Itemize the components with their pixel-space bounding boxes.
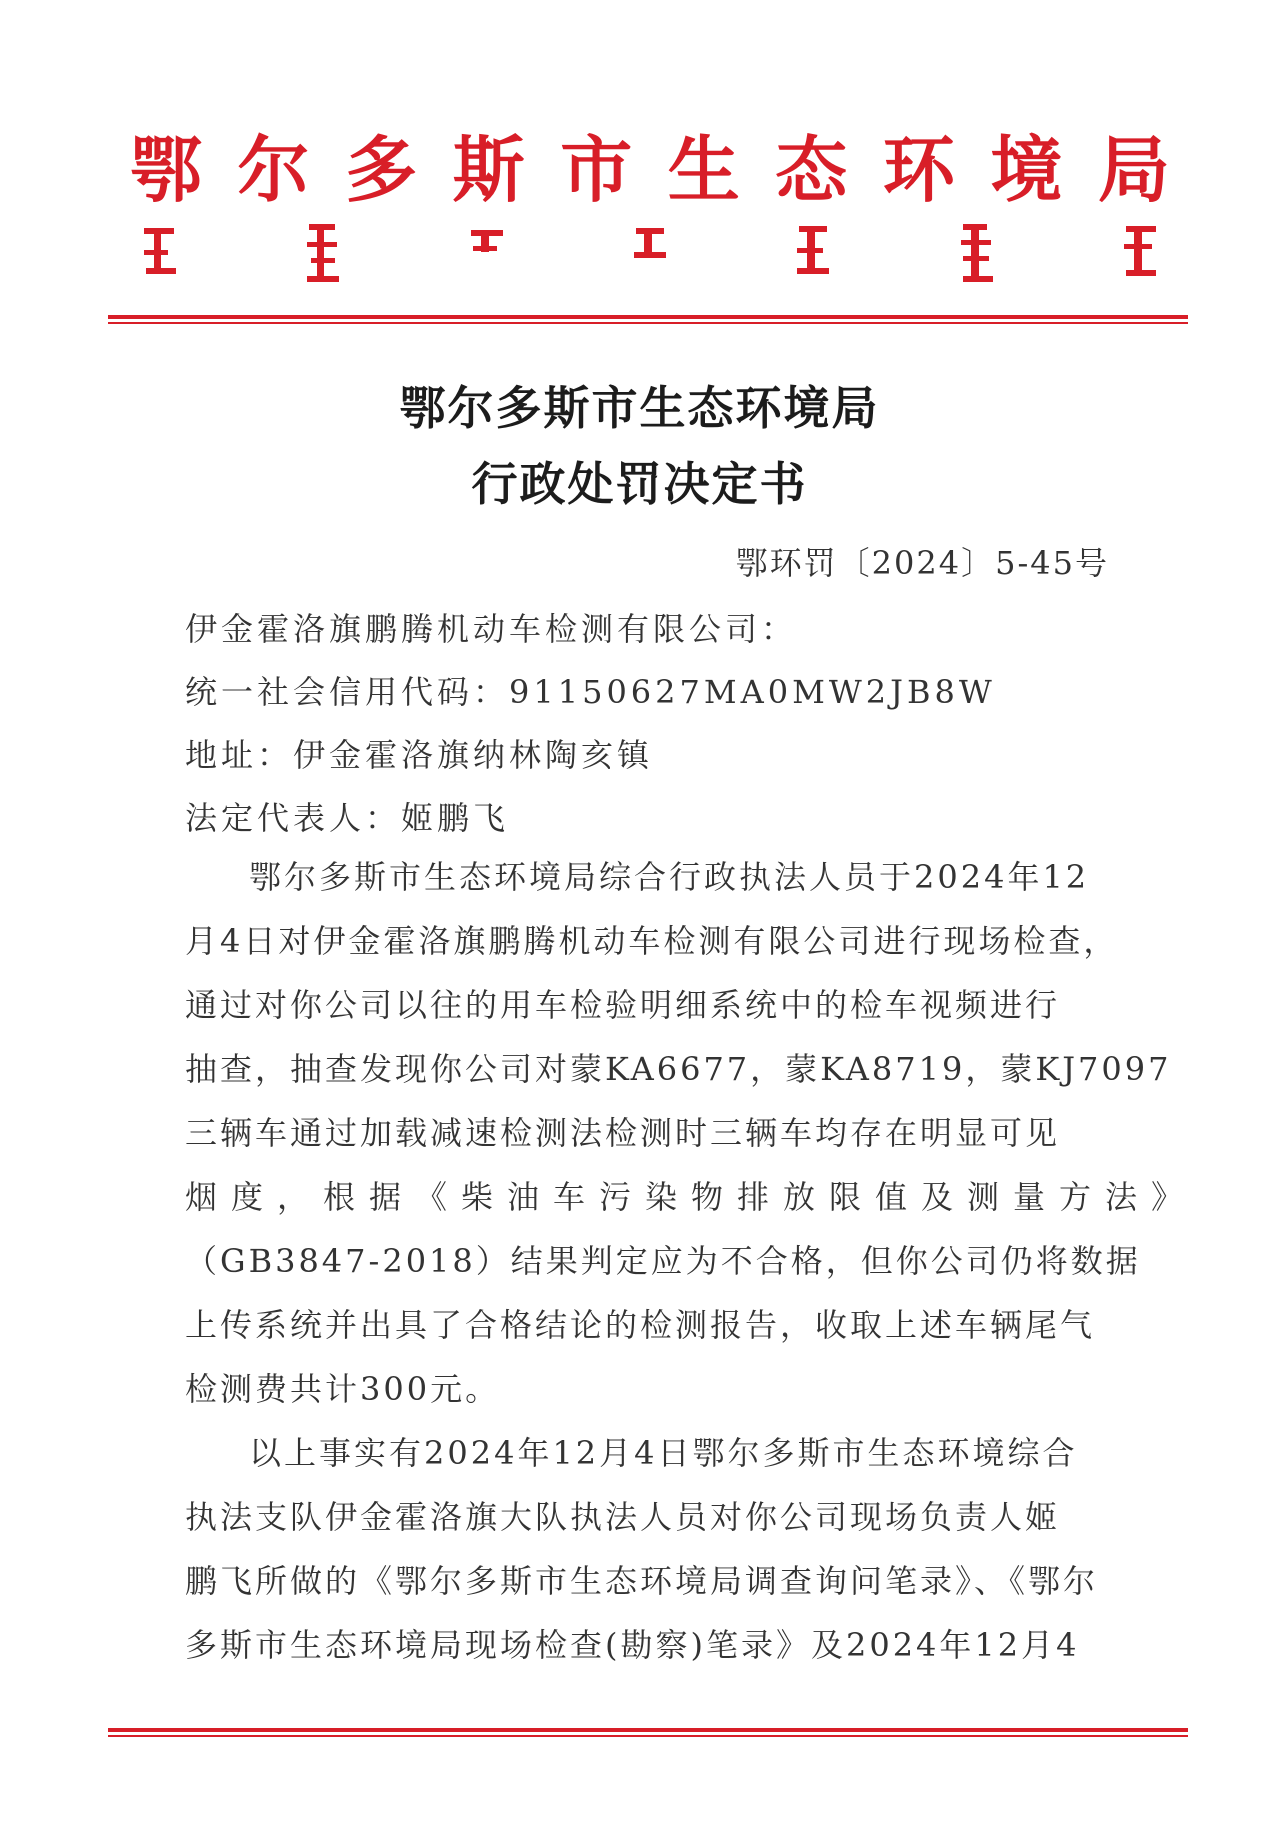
body-paragraph-2 <box>185 1421 1125 1677</box>
mongolian-glyph <box>630 222 670 262</box>
paragraph-line: 执法支队伊金霍洛旗大队执法人员对你公司现场负责人姬 <box>185 1498 1061 1536</box>
letterhead-mongolian-script <box>140 222 1160 286</box>
body-paragraph-1 <box>185 845 1198 1421</box>
paragraph-line: 烟度，根据《柴油车污染物排放限值及测量方法》 <box>185 1178 1198 1216</box>
letterhead-char: 境 <box>990 128 1063 212</box>
paragraph-line: 以上事实有2024年12月4日鄂尔多斯市生态环境综合 <box>249 1434 1078 1472</box>
paragraph-line: （GB3847-2018）结果判定应为不合格，但你公司仍将数据 <box>185 1242 1141 1280</box>
document-title-line2: 行政处罚决定书 <box>471 457 808 511</box>
letterhead-char: 生 <box>667 128 740 212</box>
paragraph-line: 通过对你公司以往的用车检验明细系统中的检车视频进行 <box>185 986 1061 1024</box>
letterhead-rule-top <box>108 315 1188 324</box>
letterhead-char: 环 <box>882 128 955 212</box>
letterhead-agency-name <box>130 130 1170 210</box>
letterhead-char: 斯 <box>452 128 525 212</box>
paragraph-line: 抽查，抽查发现你公司对蒙KA6677，蒙KA8719，蒙KJ7097 <box>185 1050 1172 1088</box>
document-title-line1: 鄂尔多斯市生态环境局 <box>399 381 880 435</box>
letterhead-char: 尔 <box>237 128 310 212</box>
footer-rule-bottom <box>108 1728 1188 1737</box>
paragraph-line: 上传系统并出具了合格结论的检测报告，收取上述车辆尾气 <box>185 1306 1096 1344</box>
mongolian-glyph <box>957 222 997 286</box>
mongolian-glyph <box>793 222 833 278</box>
addressee-company: 伊金霍洛旗鹏腾机动车检测有限公司： <box>185 610 798 648</box>
mongolian-glyph <box>1120 222 1160 282</box>
paragraph-line: 鄂尔多斯市生态环境局综合行政执法人员于2024年12 <box>249 858 1090 896</box>
document-number: 鄂环罚〔2024〕5-45号 <box>735 544 1109 582</box>
paragraph-line: 三辆车通过加载减速检测法检测时三辆车均存在明显可见 <box>185 1114 1061 1152</box>
letterhead-char: 市 <box>560 128 633 212</box>
addressee-legal-rep: 法定代表人：姬鹏飞 <box>185 799 510 837</box>
letterhead-char: 多 <box>345 128 418 212</box>
mongolian-glyph <box>303 222 343 286</box>
addressee-address: 地址：伊金霍洛旗纳林陶亥镇 <box>185 736 654 774</box>
letterhead-char: 态 <box>775 128 848 212</box>
letterhead-char: 局 <box>1097 128 1170 212</box>
letterhead-char: 鄂 <box>130 128 203 212</box>
addressee-credit-code: 统一社会信用代码：91150627MA0MW2JB8W <box>185 673 996 711</box>
paragraph-line: 鹏飞所做的《鄂尔多斯市生态环境局调查询问笔录》、《鄂尔 <box>185 1562 1099 1600</box>
mongolian-glyph <box>467 222 507 262</box>
paragraph-line: 多斯市生态环境局现场检查(勘察)笔录》及2024年12月4 <box>185 1626 1080 1664</box>
mongolian-glyph <box>140 222 180 282</box>
paragraph-line: 月4日对伊金霍洛旗鹏腾机动车检测有限公司进行现场检查， <box>185 922 1119 960</box>
paragraph-line: 检测费共计300元。 <box>185 1370 501 1408</box>
